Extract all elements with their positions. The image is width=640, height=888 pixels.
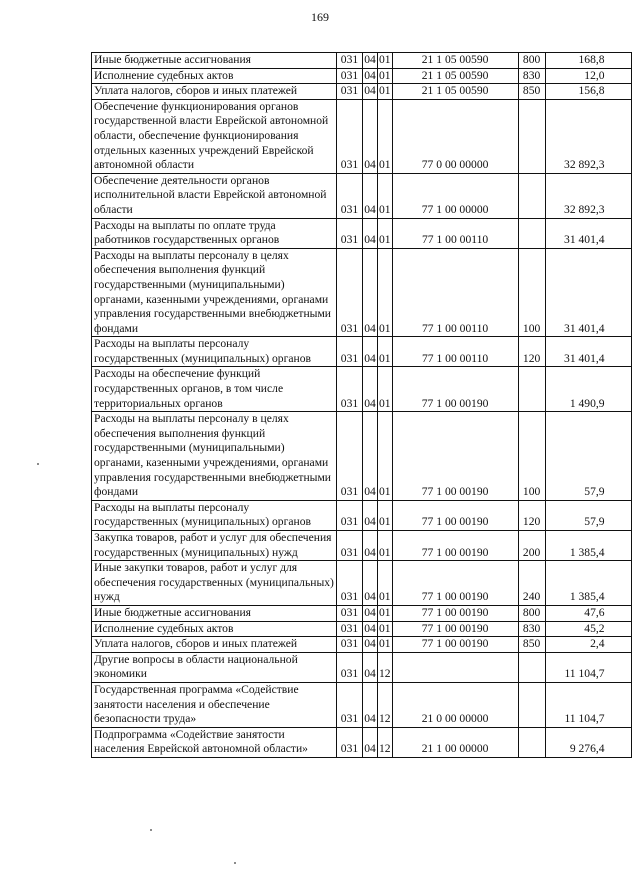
row-amount: 31 401,4 [545, 218, 631, 248]
row-name-cell: Обеспечение деятельности органов исполнительной власти Еврейской автономной области [92, 173, 337, 218]
row-ministry-code: 031 [337, 68, 363, 84]
row-section-code: 04 [363, 531, 378, 561]
row-section-code: 04 [363, 682, 378, 727]
row-name-cell: Иные бюджетные ассигнования [92, 605, 337, 621]
row-ministry-code: 031 [337, 561, 363, 606]
row-subsection-code: 12 [378, 652, 393, 682]
row-amount: 32 892,3 [545, 173, 631, 218]
table-row [92, 500, 632, 530]
row-expense-type-code: 100 [518, 248, 545, 337]
row-section-code: 04 [363, 561, 378, 606]
row-amount: 45,2 [545, 621, 631, 637]
row-subsection-code: 01 [378, 173, 393, 218]
row-ministry-code: 031 [337, 652, 363, 682]
row-target-article-code: 77 1 00 00190 [392, 367, 518, 412]
row-section-code: 04 [363, 248, 378, 337]
row-name-cell: Иные бюджетные ассигнования [92, 53, 337, 69]
row-expense-type-code: 850 [518, 637, 545, 653]
row-expense-type-code [518, 173, 545, 218]
row-target-article-code: 77 0 00 00000 [392, 99, 518, 173]
row-expense-type-code [518, 652, 545, 682]
table-row [92, 248, 632, 337]
row-amount: 1 385,4 [545, 531, 631, 561]
row-amount: 156,8 [545, 84, 631, 100]
row-ministry-code: 031 [337, 500, 363, 530]
row-amount: 11 104,7 [545, 652, 631, 682]
row-ministry-code: 031 [337, 531, 363, 561]
row-subsection-code: 01 [378, 53, 393, 69]
row-expense-type-code: 830 [518, 68, 545, 84]
row-target-article-code [392, 652, 518, 682]
row-subsection-code: 01 [378, 531, 393, 561]
row-amount: 31 401,4 [545, 248, 631, 337]
row-section-code: 04 [363, 173, 378, 218]
row-target-article-code: 77 1 00 00190 [392, 637, 518, 653]
row-name-cell: Подпрограмма «Содействие занятости населения Еврейской автономной области» [92, 727, 337, 757]
row-name-cell: Обеспечение функционирования органов государственной власти Еврейской автономной области, обеспечение функционирования отдельных казенных учреждений Еврейской автономной области [92, 99, 337, 173]
row-amount: 47,6 [545, 605, 631, 621]
table-row [92, 531, 632, 561]
table-row [92, 367, 632, 412]
table-row [92, 53, 632, 69]
row-amount: 12,0 [545, 68, 631, 84]
row-expense-type-code: 830 [518, 621, 545, 637]
row-expense-type-code [518, 367, 545, 412]
row-amount: 32 892,3 [545, 99, 631, 173]
table-row [92, 412, 632, 501]
row-section-code: 04 [363, 621, 378, 637]
row-amount: 2,4 [545, 637, 631, 653]
row-target-article-code: 77 1 00 00110 [392, 248, 518, 337]
scan-speck [37, 463, 39, 465]
row-subsection-code: 01 [378, 500, 393, 530]
table-row [92, 173, 632, 218]
scan-speck [234, 862, 236, 864]
row-expense-type-code: 120 [518, 500, 545, 530]
budget-table [91, 52, 632, 758]
row-ministry-code: 031 [337, 173, 363, 218]
row-target-article-code: 77 1 00 00190 [392, 621, 518, 637]
table-row [92, 605, 632, 621]
row-name-cell: Расходы на выплаты персоналу в целях обеспечения выполнения функций государственными (муниципальными) органами, казенными учреждениями, органами управления государственными внебюджетными фондами [92, 412, 337, 501]
row-ministry-code: 031 [337, 99, 363, 173]
row-expense-type-code: 120 [518, 337, 545, 367]
row-section-code: 04 [363, 99, 378, 173]
row-name-cell: Другие вопросы в области национальной экономики [92, 652, 337, 682]
row-target-article-code: 77 1 00 00190 [392, 531, 518, 561]
row-expense-type-code: 200 [518, 531, 545, 561]
row-expense-type-code [518, 218, 545, 248]
row-section-code: 04 [363, 652, 378, 682]
row-target-article-code: 21 1 05 00590 [392, 53, 518, 69]
table-row [92, 218, 632, 248]
row-section-code: 04 [363, 84, 378, 100]
row-amount: 31 401,4 [545, 337, 631, 367]
row-target-article-code: 21 1 05 00590 [392, 84, 518, 100]
row-subsection-code: 01 [378, 218, 393, 248]
row-subsection-code: 01 [378, 561, 393, 606]
row-subsection-code: 12 [378, 682, 393, 727]
row-section-code: 04 [363, 68, 378, 84]
row-amount: 1 490,9 [545, 367, 631, 412]
page-number: 169 [311, 10, 329, 24]
table-row [92, 682, 632, 727]
row-expense-type-code [518, 99, 545, 173]
table-row [92, 84, 632, 100]
row-expense-type-code [518, 682, 545, 727]
row-amount: 168,8 [545, 53, 631, 69]
row-name-cell: Государственная программа «Содействие занятости населения и обеспечение безопасности труда» [92, 682, 337, 727]
table-row [92, 637, 632, 653]
row-target-article-code: 77 1 00 00190 [392, 412, 518, 501]
row-amount: 9 276,4 [545, 727, 631, 757]
row-target-article-code: 77 1 00 00110 [392, 337, 518, 367]
budget-table-body [92, 53, 632, 758]
table-row [92, 621, 632, 637]
row-target-article-code: 77 1 00 00190 [392, 605, 518, 621]
row-expense-type-code: 100 [518, 412, 545, 501]
row-section-code: 04 [363, 500, 378, 530]
table-row [92, 652, 632, 682]
row-name-cell: Уплата налогов, сборов и иных платежей [92, 637, 337, 653]
row-section-code: 04 [363, 637, 378, 653]
row-ministry-code: 031 [337, 605, 363, 621]
row-expense-type-code: 800 [518, 605, 545, 621]
row-ministry-code: 031 [337, 337, 363, 367]
row-subsection-code: 01 [378, 248, 393, 337]
row-ministry-code: 031 [337, 412, 363, 501]
row-name-cell: Исполнение судебных актов [92, 621, 337, 637]
row-target-article-code: 77 1 00 00000 [392, 173, 518, 218]
row-subsection-code: 01 [378, 637, 393, 653]
row-subsection-code: 01 [378, 605, 393, 621]
row-subsection-code: 01 [378, 68, 393, 84]
table-row [92, 727, 632, 757]
row-ministry-code: 031 [337, 637, 363, 653]
table-row [92, 99, 632, 173]
row-subsection-code: 01 [378, 367, 393, 412]
row-name-cell: Расходы на выплаты персоналу государственных (муниципальных) органов [92, 337, 337, 367]
table-row [92, 68, 632, 84]
row-section-code: 04 [363, 367, 378, 412]
row-ministry-code: 031 [337, 53, 363, 69]
row-expense-type-code: 240 [518, 561, 545, 606]
row-ministry-code: 031 [337, 218, 363, 248]
scan-speck [150, 829, 152, 831]
row-name-cell: Расходы на выплаты персоналу государственных (муниципальных) органов [92, 500, 337, 530]
row-amount: 11 104,7 [545, 682, 631, 727]
row-section-code: 04 [363, 727, 378, 757]
row-target-article-code: 77 1 00 00190 [392, 561, 518, 606]
row-expense-type-code: 850 [518, 84, 545, 100]
row-expense-type-code [518, 727, 545, 757]
table-row [92, 337, 632, 367]
row-section-code: 04 [363, 605, 378, 621]
row-target-article-code: 21 1 00 00000 [392, 727, 518, 757]
row-ministry-code: 031 [337, 727, 363, 757]
row-target-article-code: 21 1 05 00590 [392, 68, 518, 84]
row-target-article-code: 77 1 00 00190 [392, 500, 518, 530]
row-subsection-code: 01 [378, 84, 393, 100]
row-ministry-code: 031 [337, 682, 363, 727]
row-expense-type-code: 800 [518, 53, 545, 69]
row-section-code: 04 [363, 412, 378, 501]
row-amount: 57,9 [545, 412, 631, 501]
row-name-cell: Расходы на обеспечение функций государственных органов, в том числе территориальных органов [92, 367, 337, 412]
row-subsection-code: 01 [378, 99, 393, 173]
row-target-article-code: 21 0 00 00000 [392, 682, 518, 727]
row-ministry-code: 031 [337, 248, 363, 337]
table-row [92, 561, 632, 606]
row-section-code: 04 [363, 337, 378, 367]
row-ministry-code: 031 [337, 84, 363, 100]
row-ministry-code: 031 [337, 367, 363, 412]
row-amount: 1 385,4 [545, 561, 631, 606]
row-subsection-code: 01 [378, 621, 393, 637]
row-target-article-code: 77 1 00 00110 [392, 218, 518, 248]
row-amount: 57,9 [545, 500, 631, 530]
row-section-code: 04 [363, 53, 378, 69]
row-name-cell: Закупка товаров, работ и услуг для обеспечения государственных (муниципальных) нужд [92, 531, 337, 561]
row-subsection-code: 01 [378, 412, 393, 501]
row-name-cell: Расходы на выплаты по оплате труда работников государственных органов [92, 218, 337, 248]
row-name-cell: Исполнение судебных актов [92, 68, 337, 84]
row-name-cell: Расходы на выплаты персоналу в целях обеспечения выполнения функций государственными (муниципальными) органами, казенными учреждениями, органами управления государственными внебюджетными фондами [92, 248, 337, 337]
row-subsection-code: 12 [378, 727, 393, 757]
row-name-cell: Уплата налогов, сборов и иных платежей [92, 84, 337, 100]
row-section-code: 04 [363, 218, 378, 248]
row-subsection-code: 01 [378, 337, 393, 367]
row-name-cell: Иные закупки товаров, работ и услуг для обеспечения государственных (муниципальных) нужд [92, 561, 337, 606]
row-ministry-code: 031 [337, 621, 363, 637]
